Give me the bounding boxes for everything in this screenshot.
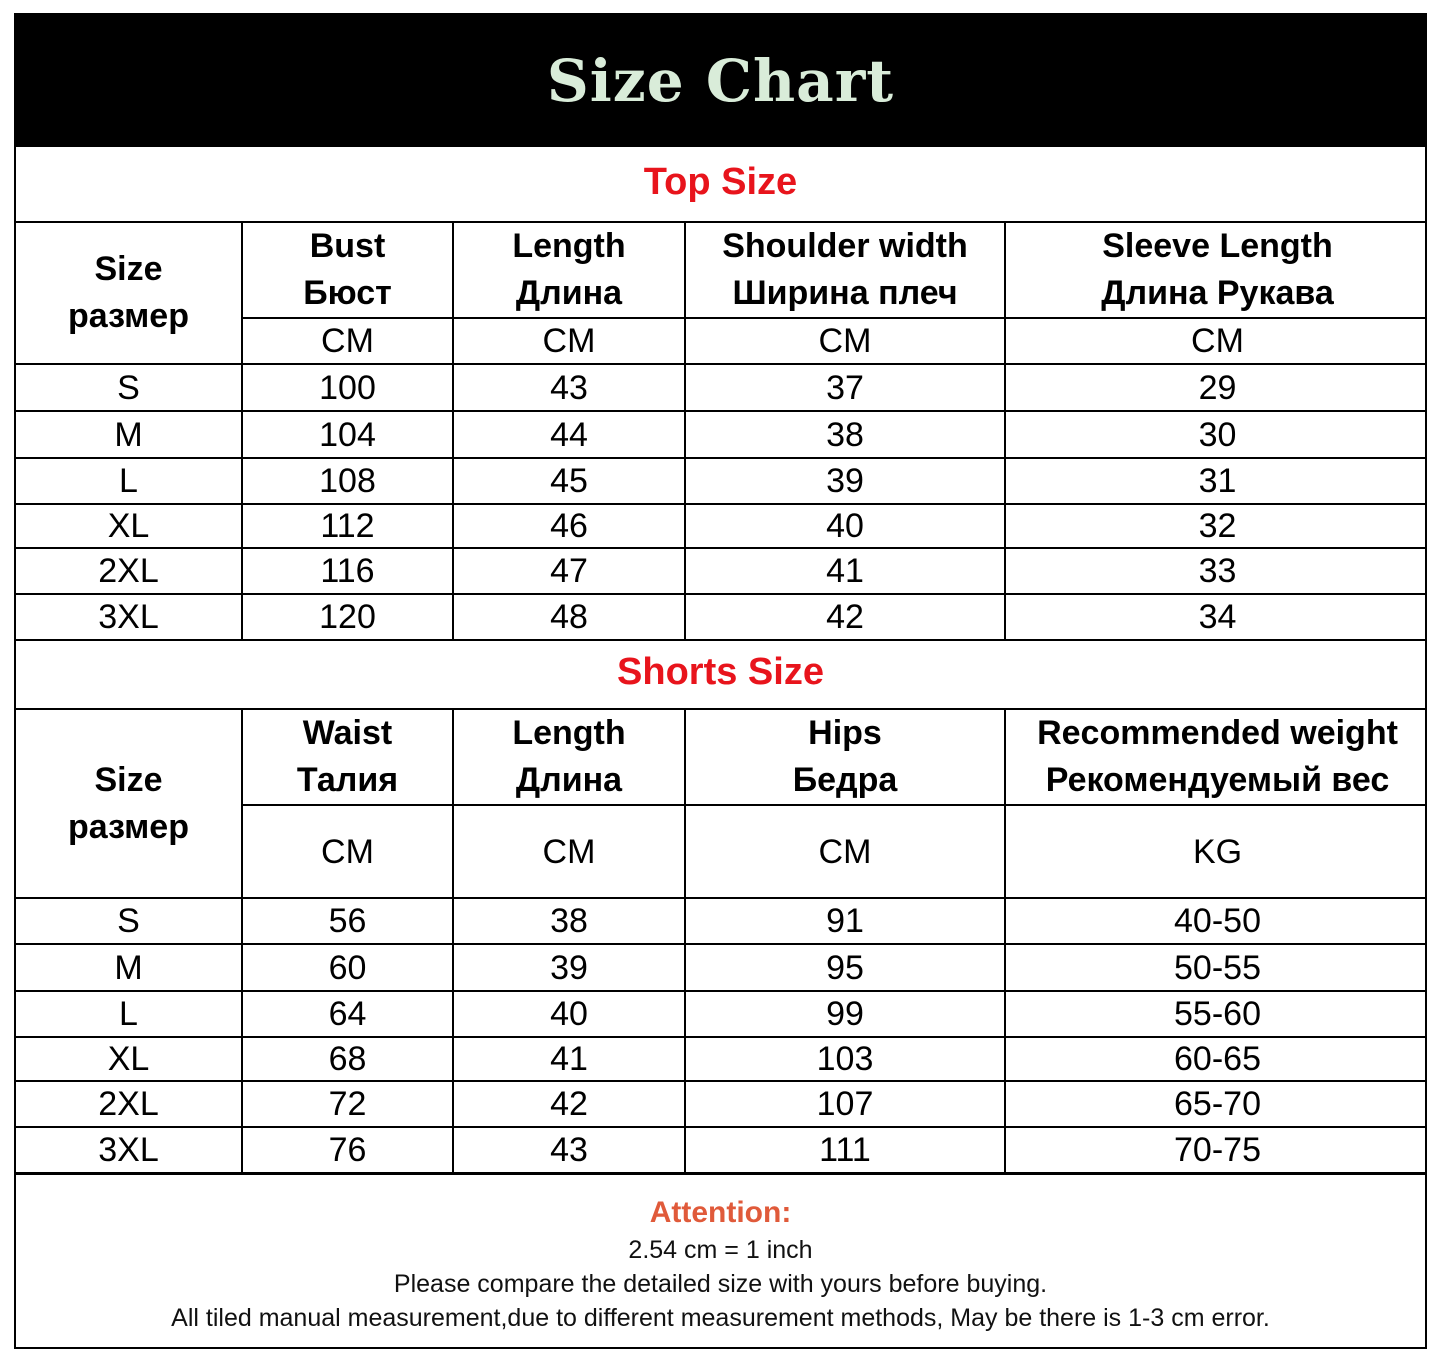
value-cell: 116 (242, 548, 453, 594)
shorts-header-row (16, 709, 1427, 805)
unit-cell: CM (242, 805, 453, 898)
value-cell: 39 (685, 458, 1005, 504)
size-cell: L (16, 458, 242, 504)
column-header (453, 709, 685, 805)
value-cell: 30 (1005, 411, 1427, 458)
column-header (242, 709, 453, 805)
value-cell: 41 (685, 548, 1005, 594)
column-header (685, 709, 1005, 805)
unit-cell: CM (453, 805, 685, 898)
value-cell: 46 (453, 504, 685, 548)
column-header-ru: Длина Рукава (1101, 274, 1334, 312)
size-cell: M (16, 944, 242, 991)
value-cell: 112 (242, 504, 453, 548)
value-cell: 43 (453, 1127, 685, 1173)
value-cell: 103 (685, 1037, 1005, 1081)
value-cell: 70-75 (1005, 1127, 1427, 1173)
column-header-en: Shoulder width (722, 227, 968, 265)
column-header-en: Length (512, 714, 626, 752)
attention-line: Please compare the detailed size with yours before buying. (393, 1270, 1048, 1298)
unit-cell: CM (685, 318, 1005, 364)
value-cell: 39 (453, 944, 685, 991)
size-cell: S (16, 364, 242, 411)
size-cell: 2XL (16, 1081, 242, 1127)
table-row (16, 504, 1427, 548)
size-header-en: Size (94, 250, 163, 288)
value-cell: 42 (453, 1081, 685, 1127)
value-cell: 56 (242, 898, 453, 944)
column-header-en: Bust (309, 227, 386, 265)
attention-note (16, 1193, 1425, 1335)
table-row (16, 548, 1427, 594)
value-cell: 43 (453, 364, 685, 411)
value-cell: 45 (453, 458, 685, 504)
value-cell: 104 (242, 411, 453, 458)
column-header (1005, 709, 1427, 805)
column-header-en: Sleeve Length (1102, 227, 1333, 265)
table-row (16, 991, 1427, 1037)
top-size-table (16, 221, 1427, 641)
value-cell: 55-60 (1005, 991, 1427, 1037)
table-row (16, 458, 1427, 504)
column-header (453, 222, 685, 318)
attention-line: All tiled manual measurement,due to different measurement methods, May be there is 1-3 cm error. (171, 1304, 1270, 1332)
table-row (16, 1037, 1427, 1081)
value-cell: 60-65 (1005, 1037, 1427, 1081)
size-header-cell (16, 709, 242, 898)
value-cell: 60 (242, 944, 453, 991)
value-cell: 37 (685, 364, 1005, 411)
value-cell: 111 (685, 1127, 1005, 1173)
size-cell: 2XL (16, 548, 242, 594)
value-cell: 120 (242, 594, 453, 640)
size-cell: S (16, 898, 242, 944)
chart-title: Size Chart (546, 47, 895, 115)
banner (16, 15, 1425, 147)
size-header-cell (16, 222, 242, 364)
column-header-ru: Ширина плеч (732, 274, 958, 312)
value-cell: 99 (685, 991, 1005, 1037)
column-header-ru: Бедра (792, 761, 898, 799)
size-chart-sheet (14, 13, 1427, 1349)
column-header-ru: Талия (296, 761, 399, 799)
value-cell: 29 (1005, 364, 1427, 411)
column-header-ru: Длина (515, 274, 623, 312)
value-cell: 108 (242, 458, 453, 504)
size-cell: 3XL (16, 594, 242, 640)
shorts-size-title: Shorts Size (617, 651, 824, 693)
value-cell: 40 (453, 991, 685, 1037)
attention-title: Attention: (649, 1196, 792, 1229)
value-cell: 40 (685, 504, 1005, 548)
table-row (16, 944, 1427, 991)
value-cell: 41 (453, 1037, 685, 1081)
value-cell: 38 (685, 411, 1005, 458)
attention-line: 2.54 cm = 1 inch (628, 1236, 813, 1264)
shorts-size-table (16, 708, 1427, 1175)
size-cell: XL (16, 504, 242, 548)
value-cell: 107 (685, 1081, 1005, 1127)
value-cell: 40-50 (1005, 898, 1427, 944)
table-row (16, 411, 1427, 458)
table-row (16, 594, 1427, 640)
size-cell: M (16, 411, 242, 458)
size-header-ru: размер (68, 807, 189, 846)
column-header-en: Hips (808, 714, 882, 752)
column-header-ru: Бюст (303, 274, 392, 312)
value-cell: 44 (453, 411, 685, 458)
top-header-row (16, 222, 1427, 318)
unit-cell: CM (453, 318, 685, 364)
value-cell: 64 (242, 991, 453, 1037)
table-row (16, 898, 1427, 944)
value-cell: 48 (453, 594, 685, 640)
column-header-en: Waist (302, 714, 393, 752)
size-header-ru: размер (68, 297, 189, 335)
value-cell: 100 (242, 364, 453, 411)
unit-cell: CM (242, 318, 453, 364)
column-header (1005, 222, 1427, 318)
column-header (242, 222, 453, 318)
value-cell: 76 (242, 1127, 453, 1173)
column-header (685, 222, 1005, 318)
column-header-ru: Длина (515, 761, 623, 799)
unit-cell: CM (685, 805, 1005, 898)
column-header-en: Recommended weight (1037, 714, 1398, 752)
size-header-en: Size (94, 760, 163, 799)
value-cell: 33 (1005, 548, 1427, 594)
size-cell: L (16, 991, 242, 1037)
value-cell: 32 (1005, 504, 1427, 548)
unit-cell: CM (1005, 318, 1427, 364)
value-cell: 95 (685, 944, 1005, 991)
column-header-ru: Рекомендуемый вес (1045, 761, 1390, 799)
table-row (16, 1081, 1427, 1127)
value-cell: 91 (685, 898, 1005, 944)
value-cell: 50-55 (1005, 944, 1427, 991)
value-cell: 34 (1005, 594, 1427, 640)
value-cell: 65-70 (1005, 1081, 1427, 1127)
size-cell: 3XL (16, 1127, 242, 1173)
value-cell: 31 (1005, 458, 1427, 504)
size-cell: XL (16, 1037, 242, 1081)
table-row (16, 364, 1427, 411)
value-cell: 72 (242, 1081, 453, 1127)
value-cell: 68 (242, 1037, 453, 1081)
value-cell: 38 (453, 898, 685, 944)
table-row (16, 1127, 1427, 1173)
top-size-title: Top Size (643, 161, 798, 203)
unit-cell: KG (1005, 805, 1427, 898)
column-header-en: Length (512, 227, 626, 265)
value-cell: 42 (685, 594, 1005, 640)
value-cell: 47 (453, 548, 685, 594)
